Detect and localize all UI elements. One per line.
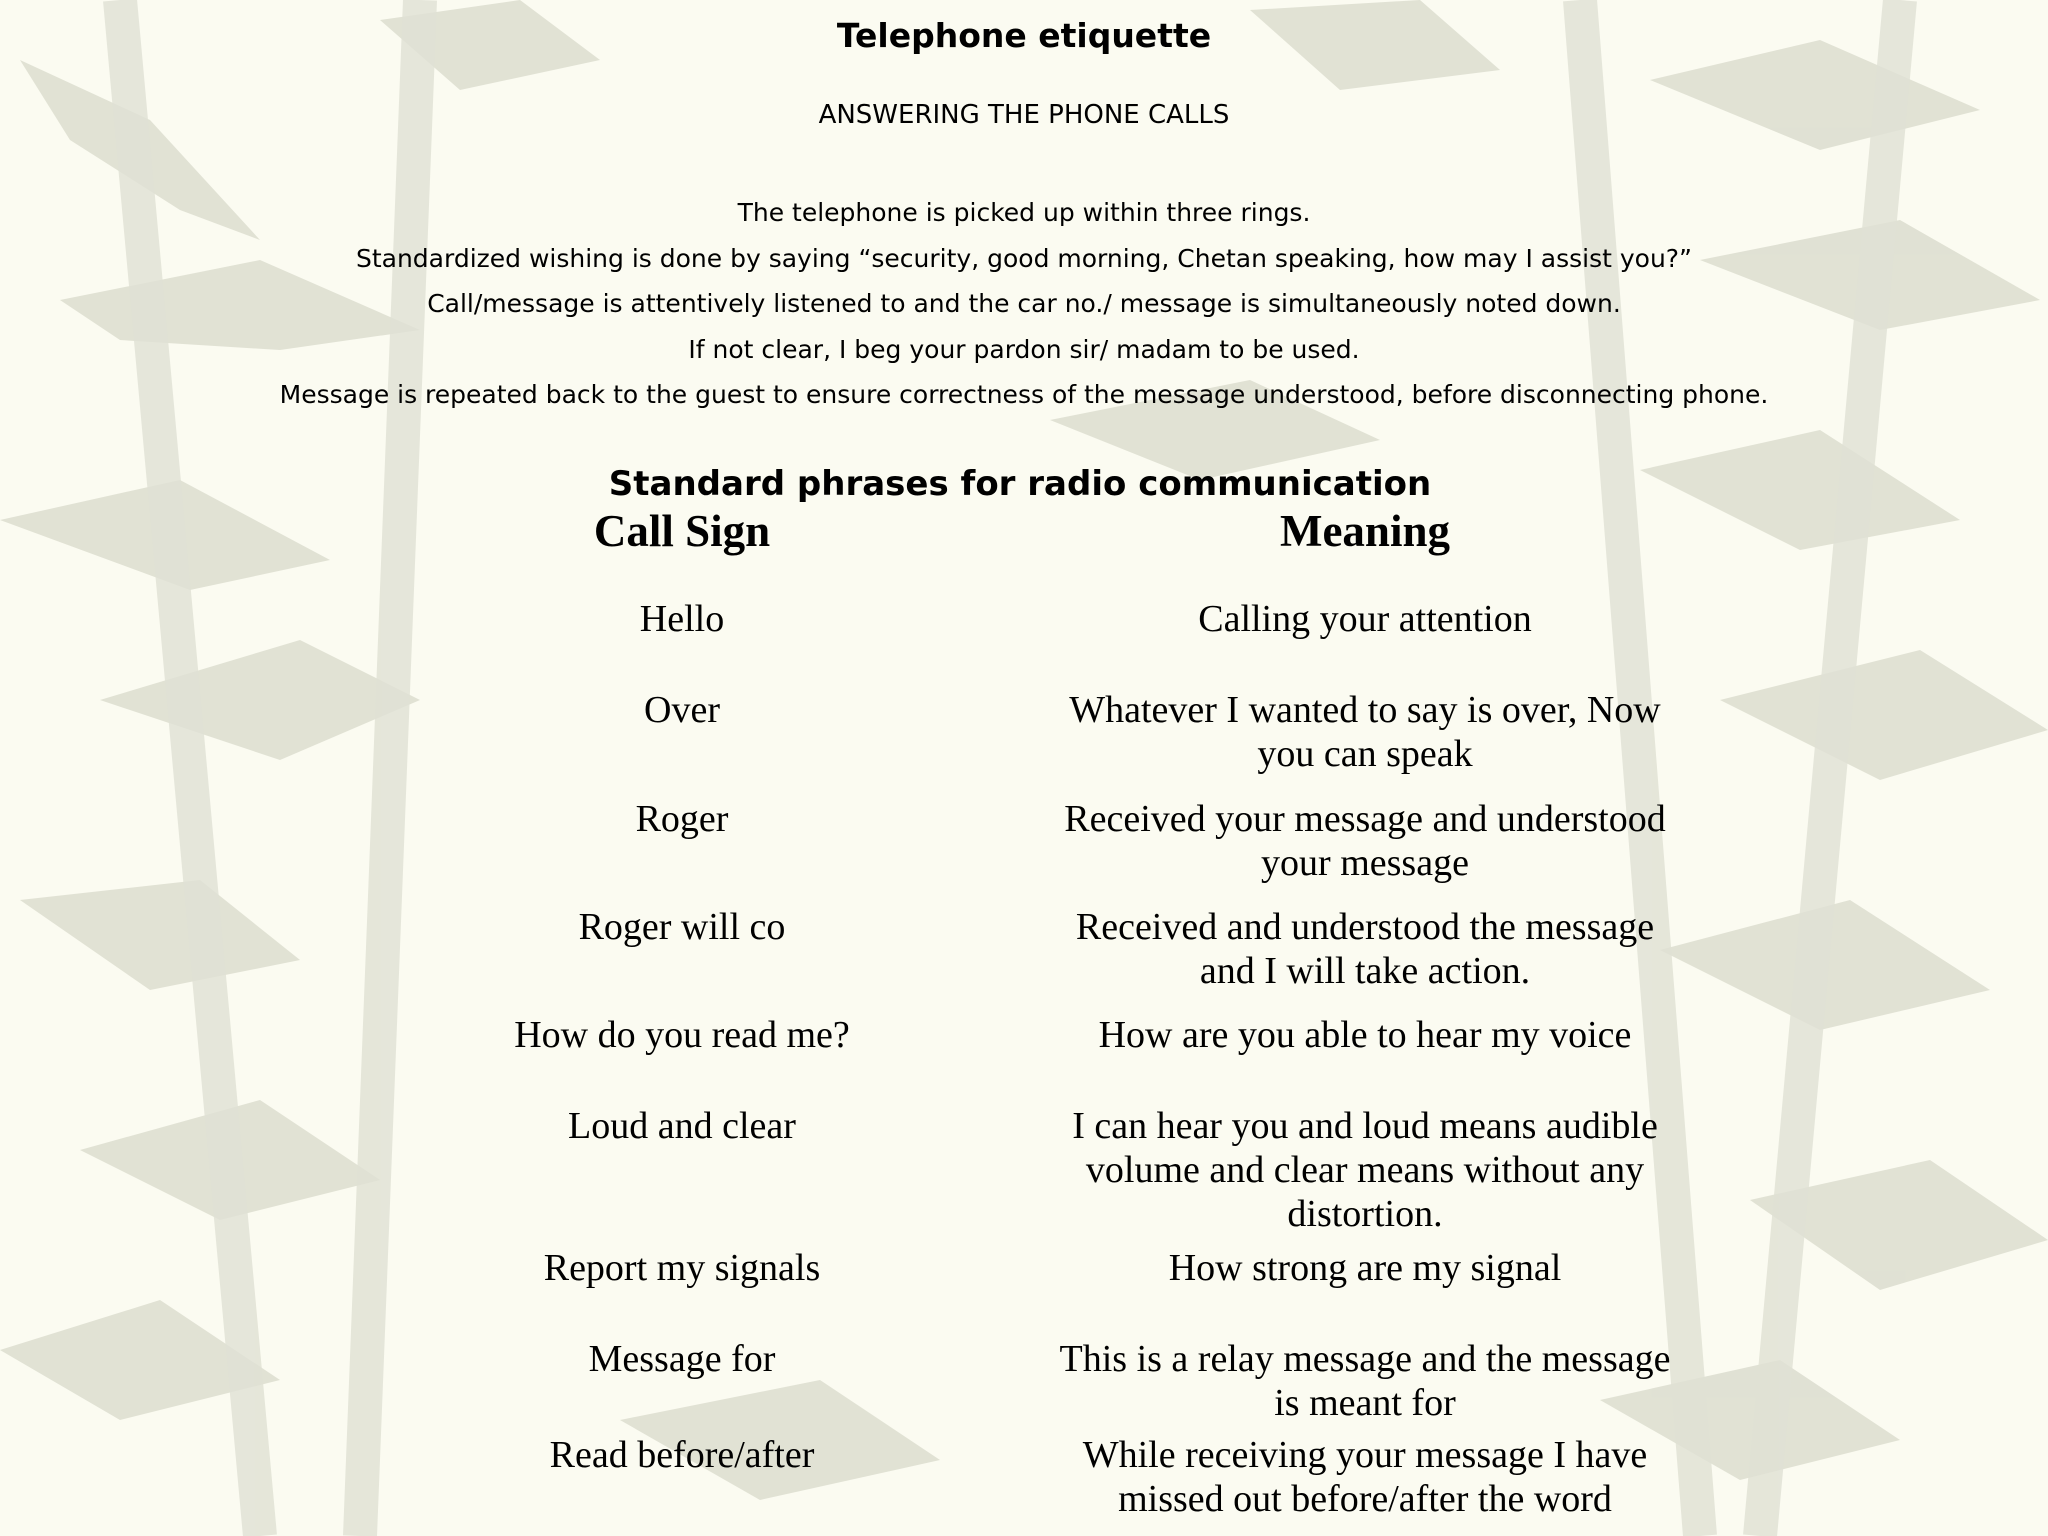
meaning-line: Calling your attention <box>1198 598 1532 640</box>
rule-line: Message is repeated back to the guest to ensure correctness of the message understood, before disconnecting phone. <box>279 380 1769 409</box>
meaning-line: Whatever I wanted to say is over, Now <box>1069 689 1661 731</box>
meaning-cell <box>1015 597 1715 641</box>
meaning-line: you can speak <box>1257 733 1473 775</box>
rule-line: Call/message is attentively listened to and the car no./ message is simultaneously noted down. <box>427 289 1621 318</box>
rule-line: If not clear, I beg your pardon sir/ madam to be used. <box>688 334 1360 364</box>
meaning-line: missed out before/after the word <box>1118 1478 1612 1520</box>
meaning-cell <box>1015 1246 1715 1290</box>
page-title: Telephone etiquette <box>836 16 1212 55</box>
meaning-line: How strong are my signal <box>1168 1247 1562 1289</box>
meaning-cell <box>1015 1337 1715 1425</box>
call-sign-cell: How do you read me? <box>514 1014 850 1056</box>
call-sign-cell: Roger <box>635 798 729 840</box>
call-sign-cell: Message for <box>588 1338 776 1380</box>
meaning-line: volume and clear means without any <box>1085 1149 1645 1191</box>
meaning-cell <box>1015 905 1715 993</box>
call-sign-cell: Loud and clear <box>568 1105 796 1147</box>
meaning-cell <box>1015 1433 1715 1521</box>
column-header-call-sign: Call Sign <box>593 506 771 556</box>
rule-line: The telephone is picked up within three rings. <box>737 198 1311 227</box>
call-sign-cell: Over <box>644 689 720 731</box>
rule-line: Standardized wishing is done by saying “security, good morning, Chetan speaking, how may I assist you?” <box>355 243 1693 273</box>
call-sign-cell: Read before/after <box>549 1434 815 1476</box>
meaning-line: and I will take action. <box>1199 950 1531 992</box>
meaning-line: Received your message and understood <box>1064 798 1666 840</box>
meaning-cell <box>1015 797 1715 885</box>
meaning-line: While receiving your message I have <box>1082 1434 1648 1476</box>
meaning-line: your message <box>1261 842 1469 884</box>
radio-phrases-heading: Standard phrases for radio communication <box>608 464 1432 504</box>
meaning-cell <box>1015 1013 1715 1057</box>
meaning-line: is meant for <box>1274 1382 1456 1424</box>
answering-rules-list <box>0 190 2048 418</box>
call-sign-cell: Hello <box>639 598 725 640</box>
meaning-line: How are you able to hear my voice <box>1098 1014 1632 1056</box>
call-sign-cell: Roger will co <box>578 906 786 948</box>
meaning-cell <box>1015 1104 1715 1236</box>
meaning-cell <box>1015 688 1715 776</box>
section-subtitle: ANSWERING THE PHONE CALLS <box>818 100 1230 130</box>
meaning-line: I can hear you and loud means audible <box>1072 1105 1658 1147</box>
column-header-meaning: Meaning <box>1279 506 1450 556</box>
call-sign-cell: Report my signals <box>543 1247 821 1289</box>
meaning-line: This is a relay message and the message <box>1059 1338 1671 1380</box>
meaning-line: distortion. <box>1287 1193 1443 1235</box>
meaning-line: Received and understood the message <box>1075 906 1655 948</box>
